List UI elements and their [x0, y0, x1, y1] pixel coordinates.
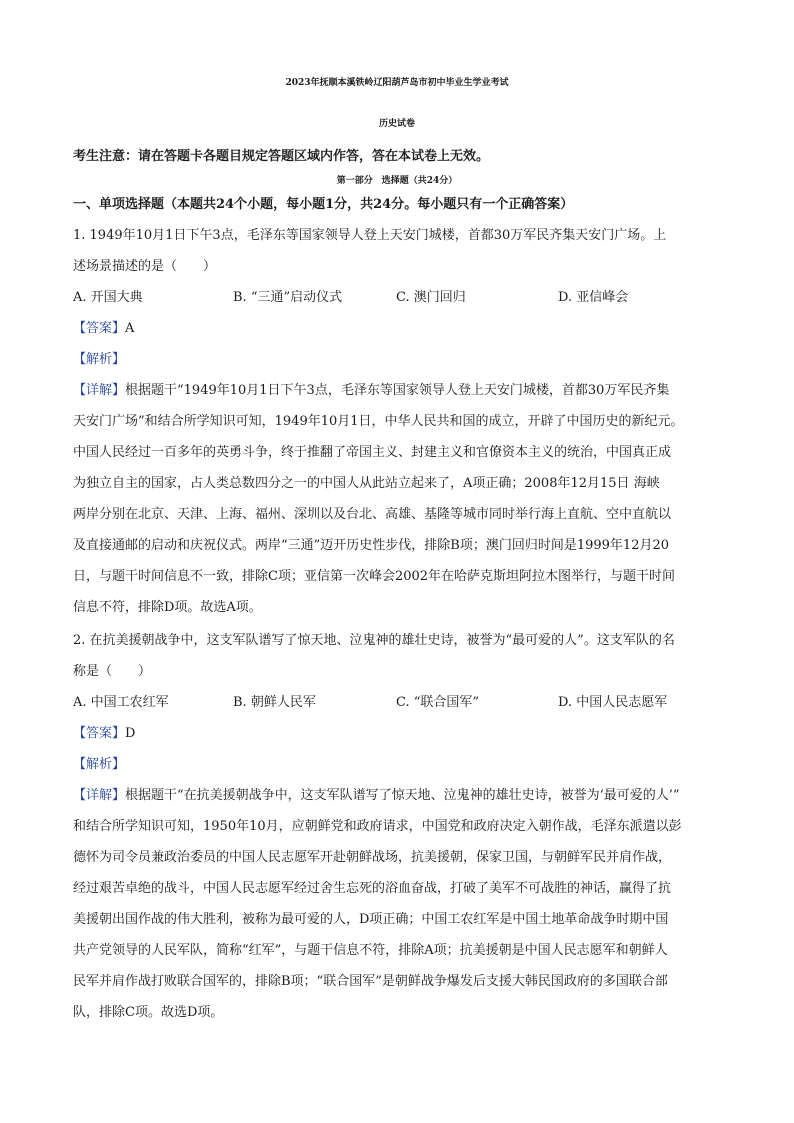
q2-stem-line: 称是（ ） — [73, 664, 152, 679]
q1-detail-line: 为独立自主的国家，占人类总数四分之一的中国人从此站立起来了，A项正确；2008年12月15日 海峡 — [73, 476, 660, 491]
q1-detail-line — [73, 382, 669, 400]
q2-detail-line: 民军并肩作战打败联合国军的，排除B项；“联合国军”是朝鲜战争爆发后支援大韩民国政府的多国联合部 — [73, 974, 668, 989]
q2-detail-line: 队，排除C项。故选D项。 — [73, 1005, 224, 1020]
q1-stem-line: 述场景描述的是（ ） — [73, 259, 217, 274]
q2-answer — [73, 725, 135, 743]
q1-detail-line: 天安门广场”和结合所学知识可知，1949年10月1日，中华人民共和国的成立，开辟了中国历史的新纪元。 — [73, 414, 684, 429]
detail-tag: 【详解】 — [73, 383, 126, 398]
detail-tag: 【详解】 — [73, 788, 126, 803]
answer-tag: 【答案】 — [73, 321, 126, 336]
q1-option-d: D. 亚信峰会 — [558, 290, 629, 305]
q2-stem-line: 2. 在抗美援朝战争中，这支军队谱写了惊天地、泣鬼神的雄壮史诗，被誉为“最可爱的人”。这支军队的名 — [73, 633, 675, 648]
q1-detail-line: 日，与题干时间信息不一致，排除C项；亚信第一次峰会2002年在哈萨克斯坦阿拉木图举行，与题干时间 — [73, 569, 676, 584]
q1-option-c: C. 澳门回归 — [396, 290, 466, 305]
exam-subtitle: 历史试卷 — [378, 119, 415, 129]
detail-text: 根据题干“1949年10月1日下午3点，毛泽东等国家领导人登上天安门城楼，首都30万军民齐集 — [125, 383, 670, 398]
q1-detail-line: 中国人民经过一百多年的英勇斗争，终于推翻了帝国主义、封建主义和官僚资本主义的统治，中国真正成 — [73, 445, 672, 460]
candidate-notice: 考生注意：请在答题卡各题目规定答题区域内作答，答在本试卷上无效。 — [73, 149, 490, 164]
q2-option-b: B. 朝鲜人民军 — [233, 695, 316, 710]
answer-tag: 【答案】 — [73, 726, 126, 741]
q1-detail-line: 两岸分别在北京、天津、上海、福州、深圳以及台北、高雄、基隆等城市同时举行海上直航、空中直航以 — [73, 507, 672, 522]
q2-analysis — [73, 756, 125, 774]
q2-detail-line: 美援朝出国作战的伟大胜利，被称为最可爱的人，D项正确；中国工农红军是中国土地革命战争时期中国 — [73, 912, 669, 927]
exam-title: 2023年抚顺本溪铁岭辽阳葫芦岛市初中毕业生学业考试 — [285, 78, 509, 88]
q2-detail-line: 经过艰苦卓绝的战斗，中国人民志愿军经过舍生忘死的浴血奋战，打破了美军不可战胜的神话，赢得了抗 — [73, 881, 672, 896]
q2-option-c: C. “联合国军” — [396, 695, 480, 710]
q1-detail-line: 信息不符，排除D项。故选A项。 — [73, 600, 262, 615]
q1-answer — [73, 320, 134, 338]
q2-detail-line: 和结合所学知识可知，1950年10月，应朝鲜党和政府请求，中国党和政府决定入朝作战，毛泽东派遣以彭 — [73, 819, 682, 834]
analysis-tag: 【解析】 — [73, 352, 126, 367]
q1-option-a: A. 开国大典 — [73, 290, 143, 305]
q2-detail-line: 共产党领导的人民军队，简称“红军”，与题干信息不符，排除A项；抗美援朝是中国人民志愿军和朝鲜人 — [73, 943, 668, 958]
q2-detail-line: 德怀为司令员兼政治委员的中国人民志愿军开赴朝鲜战场，抗美援朝，保家卫国，与朝鲜军民并肩作战， — [73, 850, 672, 865]
section-heading: 一、单项选择题（本题共24个小题，每小题1分，共24分。每小题只有一个正确答案） — [73, 197, 574, 212]
analysis-tag: 【解析】 — [73, 757, 126, 772]
part-heading: 第一部分 选择题（共24分） — [336, 176, 458, 186]
detail-text: 根据题干“在抗美援朝战争中，这支军队谱写了惊天地、泣鬼神的雄壮史诗，被誉为‘最可爱的人’” — [125, 788, 680, 803]
q1-analysis — [73, 351, 125, 369]
q1-stem-line: 1. 1949年10月1日下午3点，毛泽东等国家领导人登上天安门城楼，首都30万军民齐集天安门广场。上 — [73, 228, 667, 243]
answer-value: D — [125, 726, 136, 741]
q1-option-b: B. “三通”启动仪式 — [233, 290, 343, 305]
q2-detail-line — [73, 787, 680, 805]
q2-option-d: D. 中国人民志愿军 — [558, 695, 668, 710]
q2-option-a: A. 中国工农红军 — [73, 695, 169, 710]
answer-value: A — [125, 321, 135, 336]
q1-detail-line: 及直接通邮的启动和庆祝仪式。两岸“三通”迈开历史性步伐，排除B项；澳门回归时间是1999年12月20 — [73, 538, 670, 553]
